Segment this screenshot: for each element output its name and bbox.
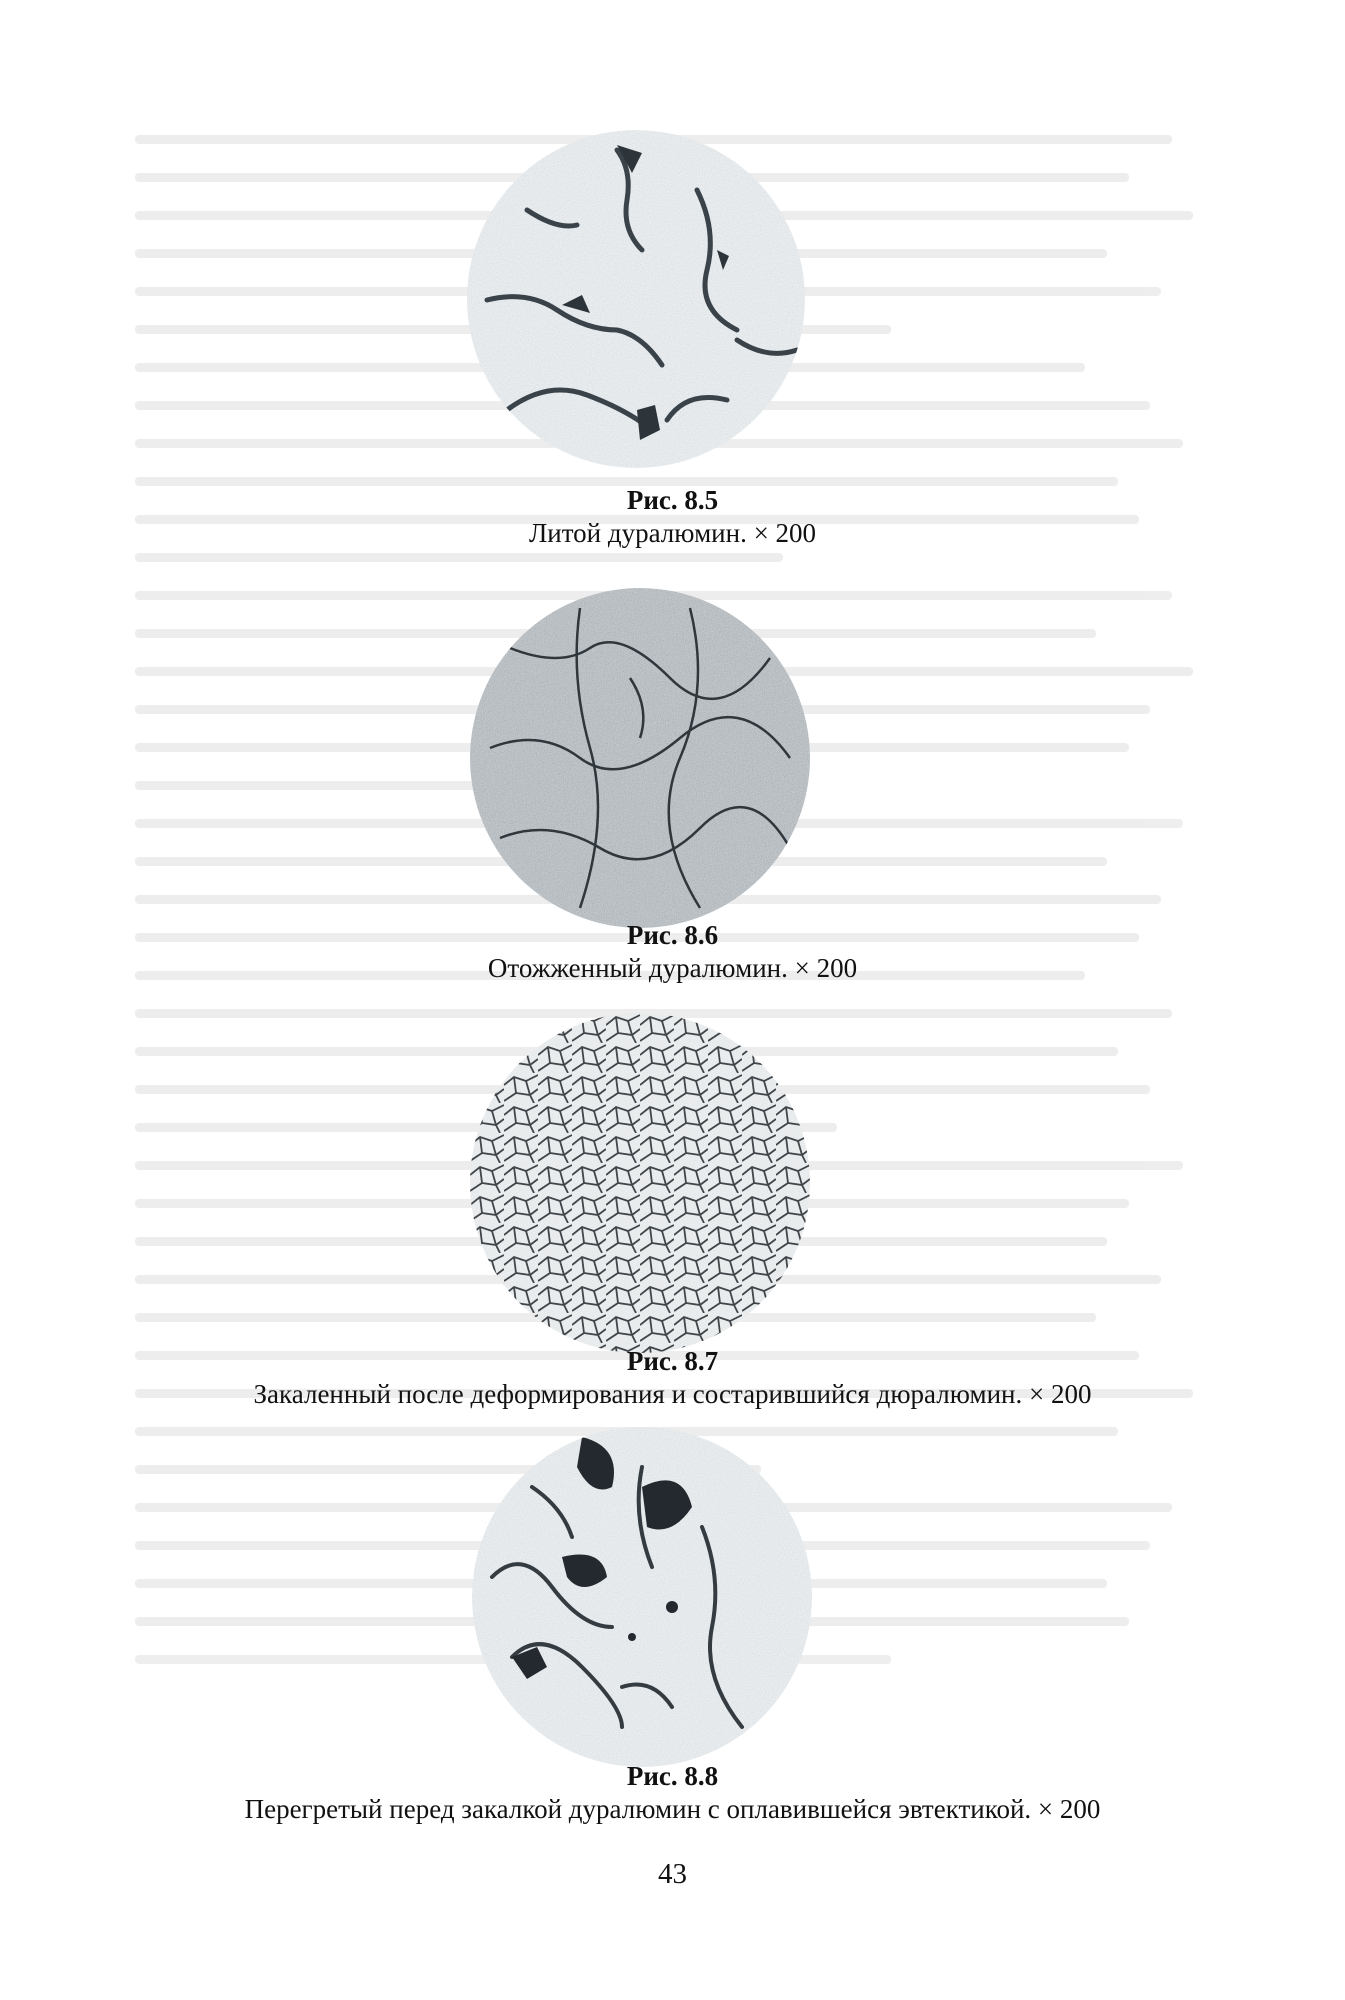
quenched-aged-duralumin-micrograph xyxy=(470,1013,810,1353)
figure-number: Рис. 8.5 xyxy=(626,485,719,515)
figure-title: Перегретый перед закалкой дуралюмин с оплавившейся эвтектикой. × 200 xyxy=(244,1794,1101,1824)
cast-duralumin-micrograph xyxy=(467,130,805,468)
figure-number: Рис. 8.8 xyxy=(626,1761,719,1791)
figure-number: Рис. 8.7 xyxy=(626,1346,719,1376)
page-number: 43 xyxy=(658,1858,687,1890)
figure-caption-8-7 xyxy=(0,1345,1345,1411)
figure-caption-8-6 xyxy=(0,919,1345,985)
figure-caption-8-8 xyxy=(0,1760,1345,1826)
figure-title: Литой дуралюмин. × 200 xyxy=(528,518,817,548)
overheated-duralumin-micrograph xyxy=(472,1427,812,1767)
figure-title: Закаленный после деформирования и состарившийся дюралюмин. × 200 xyxy=(253,1379,1092,1409)
annealed-duralumin-micrograph xyxy=(470,588,810,928)
figure-title: Отожженный дуралюмин. × 200 xyxy=(487,953,858,983)
figure-number: Рис. 8.6 xyxy=(626,920,719,950)
figure-caption-8-5 xyxy=(0,484,1345,550)
